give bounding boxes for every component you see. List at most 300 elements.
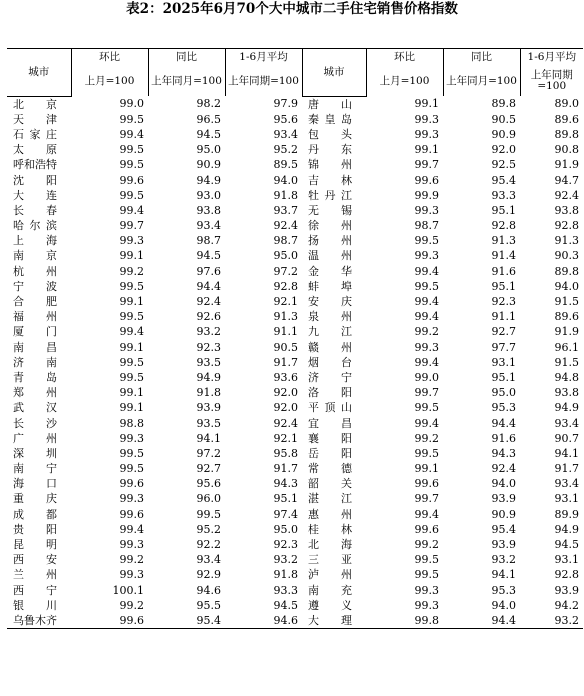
left-mom-value: 99.4 — [119, 203, 144, 217]
table-row — [7, 218, 583, 233]
left-mom-value: 99.3 — [119, 538, 144, 552]
right-yoy-value: 92.4 — [491, 462, 516, 476]
right-city-name: 温州 — [308, 249, 352, 263]
left-city-name: 济南 — [13, 355, 57, 369]
right-yoy-value: 90.9 — [491, 127, 516, 141]
table-row — [7, 476, 583, 491]
right-avg-value: 94.9 — [554, 401, 579, 415]
right-yoy-value: 97.7 — [491, 340, 516, 354]
yoy-header-right: 同比 — [443, 49, 520, 66]
right-avg-value: 89.6 — [554, 310, 579, 324]
city-header-left: 城市 — [7, 49, 71, 96]
right-mom-value: 99.4 — [414, 507, 439, 521]
right-avg-value: 94.5 — [554, 538, 579, 552]
right-city-name: 三亚 — [308, 553, 352, 567]
left-avg-value: 91.8 — [273, 188, 298, 202]
left-city-name: 厦门 — [13, 325, 57, 339]
left-yoy-value: 93.8 — [196, 203, 221, 217]
left-city-name: 杭州 — [13, 264, 57, 278]
left-avg-value: 95.8 — [273, 446, 298, 460]
left-avg-value: 93.4 — [273, 127, 298, 141]
left-yoy-value: 94.1 — [196, 431, 221, 445]
left-mom-value: 99.1 — [119, 401, 144, 415]
left-yoy-value: 96.0 — [196, 492, 221, 506]
right-avg-value: 94.8 — [554, 370, 579, 384]
right-city-name: 徐州 — [308, 219, 352, 233]
table-row — [7, 461, 583, 476]
right-mom-value: 99.4 — [414, 416, 439, 430]
table-row — [7, 613, 583, 629]
left-yoy-value: 95.5 — [196, 598, 221, 612]
left-avg-value: 94.3 — [273, 477, 298, 491]
left-yoy-value: 92.2 — [196, 538, 221, 552]
table-row — [7, 415, 583, 430]
left-yoy-value: 98.7 — [196, 234, 221, 248]
left-city-name: 沈阳 — [13, 173, 57, 187]
right-avg-value: 91.9 — [554, 158, 579, 172]
table-row — [7, 172, 583, 187]
right-city-name: 桂林 — [308, 522, 352, 536]
right-avg-value: 94.1 — [554, 446, 579, 460]
right-city-name: 丹东 — [308, 143, 352, 157]
left-mom-value: 99.1 — [119, 295, 144, 309]
left-mom-value: 99.5 — [119, 188, 144, 202]
right-mom-value: 99.3 — [414, 127, 439, 141]
left-avg-value: 93.3 — [273, 583, 298, 597]
left-city-name: 昆明 — [13, 538, 57, 552]
right-avg-value: 89.0 — [554, 97, 579, 111]
left-avg-value: 97.9 — [273, 97, 298, 111]
left-city-name: 石家庄 — [13, 127, 57, 141]
left-avg-value: 93.2 — [273, 553, 298, 567]
left-yoy-value: 92.3 — [196, 340, 221, 354]
right-city-name: 湛江 — [308, 492, 352, 506]
left-city-name: 郑州 — [13, 386, 57, 400]
right-mom-value: 99.2 — [414, 538, 439, 552]
avg-base-left: 上年同期=100 — [225, 66, 302, 96]
right-mom-value: 99.2 — [414, 431, 439, 445]
left-city-name: 海口 — [13, 477, 57, 491]
left-yoy-value: 95.0 — [196, 143, 221, 157]
right-avg-value: 93.2 — [520, 613, 583, 629]
right-avg-value: 93.1 — [554, 553, 579, 567]
right-yoy-value: 95.3 — [491, 583, 516, 597]
right-avg-value: 90.3 — [554, 249, 579, 263]
right-avg-value: 90.7 — [554, 431, 579, 445]
right-avg-value: 93.9 — [554, 583, 579, 597]
left-mom-value: 99.1 — [119, 249, 144, 263]
right-avg-value: 93.8 — [554, 203, 579, 217]
table-row — [7, 264, 583, 279]
left-avg-value: 91.8 — [273, 568, 298, 582]
left-avg-value: 89.5 — [273, 158, 298, 172]
table-row — [7, 537, 583, 552]
left-yoy-value: 99.5 — [196, 507, 221, 521]
header-row-2 — [7, 66, 583, 96]
right-city-name: 北海 — [308, 538, 352, 552]
right-avg-value: 91.5 — [554, 355, 579, 369]
left-city-name: 广州 — [13, 431, 57, 445]
left-yoy-value: 93.0 — [196, 188, 221, 202]
left-avg-value: 97.4 — [273, 507, 298, 521]
right-yoy-value: 93.9 — [491, 538, 516, 552]
mom-base-right: 上月=100 — [366, 66, 443, 96]
left-mom-value: 99.5 — [119, 112, 144, 126]
left-mom-value: 99.3 — [119, 492, 144, 506]
left-city-name: 南宁 — [13, 462, 57, 476]
left-mom-value: 100.1 — [112, 583, 144, 597]
left-mom-value: 99.7 — [119, 219, 144, 233]
avg-base-right: 上年同期=100 — [520, 66, 583, 96]
left-avg-value: 93.6 — [273, 370, 298, 384]
right-yoy-value: 92.5 — [491, 158, 516, 172]
left-mom-value: 99.4 — [119, 127, 144, 141]
right-city-name: 锦州 — [308, 158, 352, 172]
right-city-name: 赣州 — [308, 340, 352, 354]
right-yoy-value: 95.1 — [491, 279, 516, 293]
right-city-name: 秦皇岛 — [308, 112, 352, 126]
right-avg-value: 94.9 — [554, 522, 579, 536]
left-mom-value: 99.2 — [119, 598, 144, 612]
table-row — [7, 127, 583, 142]
left-mom-value: 99.6 — [71, 613, 148, 629]
table-row — [7, 522, 583, 537]
left-avg-value: 95.2 — [273, 143, 298, 157]
left-mom-value: 99.2 — [119, 553, 144, 567]
right-mom-value: 99.5 — [414, 553, 439, 567]
right-avg-value: 92.8 — [554, 219, 579, 233]
right-mom-value: 99.1 — [414, 97, 439, 111]
left-yoy-value: 94.9 — [196, 173, 221, 187]
right-city-name: 唐山 — [308, 97, 352, 111]
left-yoy-value: 94.6 — [196, 583, 221, 597]
right-yoy-value: 90.9 — [491, 507, 516, 521]
right-yoy-value: 93.2 — [491, 553, 516, 567]
left-yoy-value: 93.5 — [196, 355, 221, 369]
right-city-name: 韶关 — [308, 477, 352, 491]
mom-header-right: 环比 — [366, 49, 443, 66]
table-row — [7, 385, 583, 400]
right-city-name: 宜昌 — [308, 416, 352, 430]
left-city-name: 北京 — [13, 97, 57, 111]
right-yoy-value: 95.4 — [491, 522, 516, 536]
right-mom-value: 99.8 — [366, 613, 443, 629]
right-avg-value: 91.3 — [554, 234, 579, 248]
right-yoy-value: 95.3 — [491, 401, 516, 415]
right-mom-value: 99.2 — [414, 325, 439, 339]
left-avg-value: 95.0 — [273, 249, 298, 263]
left-city-name: 南京 — [13, 249, 57, 263]
left-avg-value: 94.0 — [273, 173, 298, 187]
table-row — [7, 355, 583, 370]
right-yoy-value: 92.0 — [491, 143, 516, 157]
right-city-name: 蚌埠 — [308, 279, 352, 293]
right-yoy-value: 93.9 — [491, 492, 516, 506]
table-row — [7, 309, 583, 324]
right-yoy-value: 91.4 — [491, 249, 516, 263]
left-mom-value: 99.5 — [119, 370, 144, 384]
left-mom-value: 99.5 — [119, 158, 144, 172]
right-avg-value: 89.8 — [554, 264, 579, 278]
right-city-name: 大理 — [302, 613, 366, 629]
right-mom-value: 99.1 — [414, 462, 439, 476]
right-city-name: 泉州 — [308, 310, 352, 324]
left-mom-value: 99.3 — [119, 234, 144, 248]
right-avg-value: 94.2 — [554, 598, 579, 612]
left-mom-value: 99.2 — [119, 264, 144, 278]
right-city-name: 遵义 — [308, 598, 352, 612]
right-city-name: 无锡 — [308, 203, 352, 217]
left-mom-value: 99.1 — [119, 386, 144, 400]
table-row — [7, 188, 583, 203]
left-city-name: 贵阳 — [13, 522, 57, 536]
left-yoy-value: 93.4 — [196, 553, 221, 567]
left-mom-value: 99.5 — [119, 462, 144, 476]
right-avg-value: 89.6 — [554, 112, 579, 126]
left-yoy-value: 95.6 — [196, 477, 221, 491]
right-city-name: 扬州 — [308, 234, 352, 248]
right-mom-value: 99.4 — [414, 355, 439, 369]
right-mom-value: 99.1 — [414, 143, 439, 157]
right-avg-value: 89.9 — [554, 507, 579, 521]
right-mom-value: 99.4 — [414, 264, 439, 278]
left-yoy-value: 93.2 — [196, 325, 221, 339]
right-yoy-value: 95.1 — [491, 203, 516, 217]
right-yoy-value: 94.0 — [491, 598, 516, 612]
table-row — [7, 583, 583, 598]
table-row — [7, 248, 583, 263]
table-title: 表2：2025年6月70个大中城市二手住宅销售价格指数 — [126, 1, 458, 17]
left-mom-value: 99.6 — [119, 507, 144, 521]
avg-header-left: 1-6月平均 — [225, 49, 302, 66]
left-mom-value: 99.5 — [119, 355, 144, 369]
right-avg-value: 92.8 — [554, 568, 579, 582]
right-mom-value: 99.5 — [414, 401, 439, 415]
left-avg-value: 91.7 — [273, 355, 298, 369]
left-city-name: 呼和浩特 — [13, 158, 57, 172]
right-mom-value: 99.5 — [414, 568, 439, 582]
right-avg-value: 91.5 — [554, 295, 579, 309]
right-mom-value: 99.5 — [414, 234, 439, 248]
right-avg-value: 92.4 — [554, 188, 579, 202]
right-yoy-value: 94.0 — [491, 477, 516, 491]
right-yoy-value: 89.8 — [491, 97, 516, 111]
right-yoy-value: 94.1 — [491, 568, 516, 582]
left-mom-value: 99.5 — [119, 310, 144, 324]
right-yoy-value: 94.4 — [491, 416, 516, 430]
left-city-name: 西宁 — [13, 583, 57, 597]
right-avg-value: 94.0 — [554, 279, 579, 293]
right-mom-value: 99.5 — [414, 279, 439, 293]
right-mom-value: 99.9 — [414, 188, 439, 202]
left-yoy-value: 94.9 — [196, 370, 221, 384]
left-city-name: 乌鲁木齐 — [7, 613, 71, 629]
left-mom-value: 99.5 — [119, 446, 144, 460]
left-mom-value: 99.5 — [119, 279, 144, 293]
right-city-name: 南充 — [308, 583, 352, 597]
right-city-name: 洛阳 — [308, 386, 352, 400]
left-avg-value: 92.1 — [273, 431, 298, 445]
right-mom-value: 99.7 — [414, 158, 439, 172]
left-city-name: 成都 — [13, 507, 57, 521]
right-city-name: 九江 — [308, 325, 352, 339]
right-mom-value: 99.3 — [414, 583, 439, 597]
left-yoy-value: 96.5 — [196, 112, 221, 126]
left-city-name: 福州 — [13, 310, 57, 324]
yoy-base-left: 上年同月=100 — [148, 66, 225, 96]
right-city-name: 惠州 — [308, 507, 352, 521]
right-mom-value: 99.7 — [414, 386, 439, 400]
table-row — [7, 112, 583, 127]
table-row — [7, 552, 583, 567]
left-mom-value: 98.8 — [119, 416, 144, 430]
mom-base-left: 上月=100 — [71, 66, 148, 96]
right-avg-value: 94.7 — [554, 173, 579, 187]
right-mom-value: 99.6 — [414, 477, 439, 491]
left-yoy-value: 98.2 — [196, 97, 221, 111]
right-mom-value: 99.3 — [414, 340, 439, 354]
left-city-name: 长春 — [13, 203, 57, 217]
left-yoy-value: 95.2 — [196, 522, 221, 536]
yoy-header-left: 同比 — [148, 49, 225, 66]
right-yoy-value: 93.3 — [491, 188, 516, 202]
right-city-name: 包头 — [308, 127, 352, 141]
right-city-name: 济宁 — [308, 370, 352, 384]
right-yoy-value: 92.3 — [491, 295, 516, 309]
right-mom-value: 99.6 — [414, 173, 439, 187]
left-mom-value: 99.6 — [119, 477, 144, 491]
left-city-name: 银川 — [13, 598, 57, 612]
table-row — [7, 400, 583, 415]
right-yoy-value: 92.8 — [491, 219, 516, 233]
left-avg-value: 93.7 — [273, 203, 298, 217]
left-mom-value: 99.6 — [119, 173, 144, 187]
left-avg-value: 95.6 — [273, 112, 298, 126]
left-city-name: 上海 — [13, 234, 57, 248]
right-avg-value: 91.7 — [554, 462, 579, 476]
left-avg-value: 91.7 — [273, 462, 298, 476]
left-avg-value: 97.2 — [273, 264, 298, 278]
right-yoy-value: 95.4 — [491, 173, 516, 187]
left-mom-value: 99.3 — [119, 431, 144, 445]
left-yoy-value: 92.4 — [196, 295, 221, 309]
right-yoy-value: 95.1 — [491, 370, 516, 384]
right-yoy-value: 90.5 — [491, 112, 516, 126]
right-city-name: 烟台 — [308, 355, 352, 369]
left-avg-value: 92.3 — [273, 538, 298, 552]
left-avg-value: 94.5 — [273, 598, 298, 612]
left-yoy-value: 93.4 — [196, 219, 221, 233]
left-yoy-value: 91.8 — [196, 386, 221, 400]
right-yoy-value: 93.1 — [491, 355, 516, 369]
left-city-name: 武汉 — [13, 401, 57, 415]
left-yoy-value: 97.2 — [196, 446, 221, 460]
right-mom-value: 99.0 — [414, 370, 439, 384]
left-avg-value: 92.0 — [273, 401, 298, 415]
table-row — [7, 431, 583, 446]
right-city-name: 安庆 — [308, 295, 352, 309]
left-avg-value: 91.1 — [273, 325, 298, 339]
table-row — [7, 142, 583, 157]
right-avg-value: 91.9 — [554, 325, 579, 339]
left-yoy-value: 93.5 — [196, 416, 221, 430]
left-yoy-value: 94.5 — [196, 249, 221, 263]
city-header-right: 城市 — [302, 49, 366, 96]
left-city-name: 青岛 — [13, 370, 57, 384]
left-city-name: 南昌 — [13, 340, 57, 354]
left-city-name: 重庆 — [13, 492, 57, 506]
table-row — [7, 157, 583, 172]
table-row — [7, 567, 583, 582]
right-mom-value: 99.3 — [414, 249, 439, 263]
left-mom-value: 99.5 — [119, 143, 144, 157]
table-row — [7, 446, 583, 461]
left-avg-value: 92.4 — [273, 219, 298, 233]
left-mom-value: 99.3 — [119, 568, 144, 582]
header-row-1 — [7, 49, 583, 66]
table-row — [7, 370, 583, 385]
left-avg-value: 92.0 — [273, 386, 298, 400]
left-avg-value: 98.7 — [273, 234, 298, 248]
right-mom-value: 99.4 — [414, 295, 439, 309]
left-yoy-value: 94.4 — [196, 279, 221, 293]
right-avg-value: 93.1 — [554, 492, 579, 506]
right-city-name: 吉林 — [308, 173, 352, 187]
right-mom-value: 99.4 — [414, 310, 439, 324]
right-mom-value: 98.7 — [414, 219, 439, 233]
left-yoy-value: 95.4 — [148, 613, 225, 629]
left-yoy-value: 90.9 — [196, 158, 221, 172]
left-yoy-value: 94.5 — [196, 127, 221, 141]
left-yoy-value: 92.9 — [196, 568, 221, 582]
left-city-name: 太原 — [13, 143, 57, 157]
price-index-table — [7, 49, 583, 629]
right-yoy-value: 91.3 — [491, 234, 516, 248]
table-row — [7, 279, 583, 294]
table-row — [7, 203, 583, 218]
left-mom-value: 99.4 — [119, 325, 144, 339]
left-city-name: 宁波 — [13, 279, 57, 293]
table-row — [7, 491, 583, 506]
left-city-name: 哈尔滨 — [13, 219, 57, 233]
left-yoy-value: 92.7 — [196, 462, 221, 476]
table-row — [7, 598, 583, 613]
left-avg-value: 92.4 — [273, 416, 298, 430]
right-mom-value: 99.3 — [414, 598, 439, 612]
left-yoy-value: 93.9 — [196, 401, 221, 415]
table-row — [7, 233, 583, 248]
left-city-name: 大连 — [13, 188, 57, 202]
right-city-name: 襄阳 — [308, 431, 352, 445]
right-avg-value: 89.8 — [554, 127, 579, 141]
left-avg-value: 95.0 — [273, 522, 298, 536]
left-city-name: 深圳 — [13, 446, 57, 460]
right-city-name: 牡丹江 — [308, 188, 352, 202]
right-yoy-value: 94.3 — [491, 446, 516, 460]
table-row — [7, 324, 583, 339]
left-avg-value: 95.1 — [273, 492, 298, 506]
left-avg-value: 94.6 — [225, 613, 302, 629]
table-row — [7, 96, 583, 112]
left-city-name: 合肥 — [13, 295, 57, 309]
right-city-name: 泸州 — [308, 568, 352, 582]
left-avg-value: 92.8 — [273, 279, 298, 293]
left-mom-value: 99.0 — [119, 97, 144, 111]
left-mom-value: 99.4 — [119, 522, 144, 536]
left-yoy-value: 97.6 — [196, 264, 221, 278]
right-avg-value: 93.8 — [554, 386, 579, 400]
left-city-name: 西安 — [13, 553, 57, 567]
